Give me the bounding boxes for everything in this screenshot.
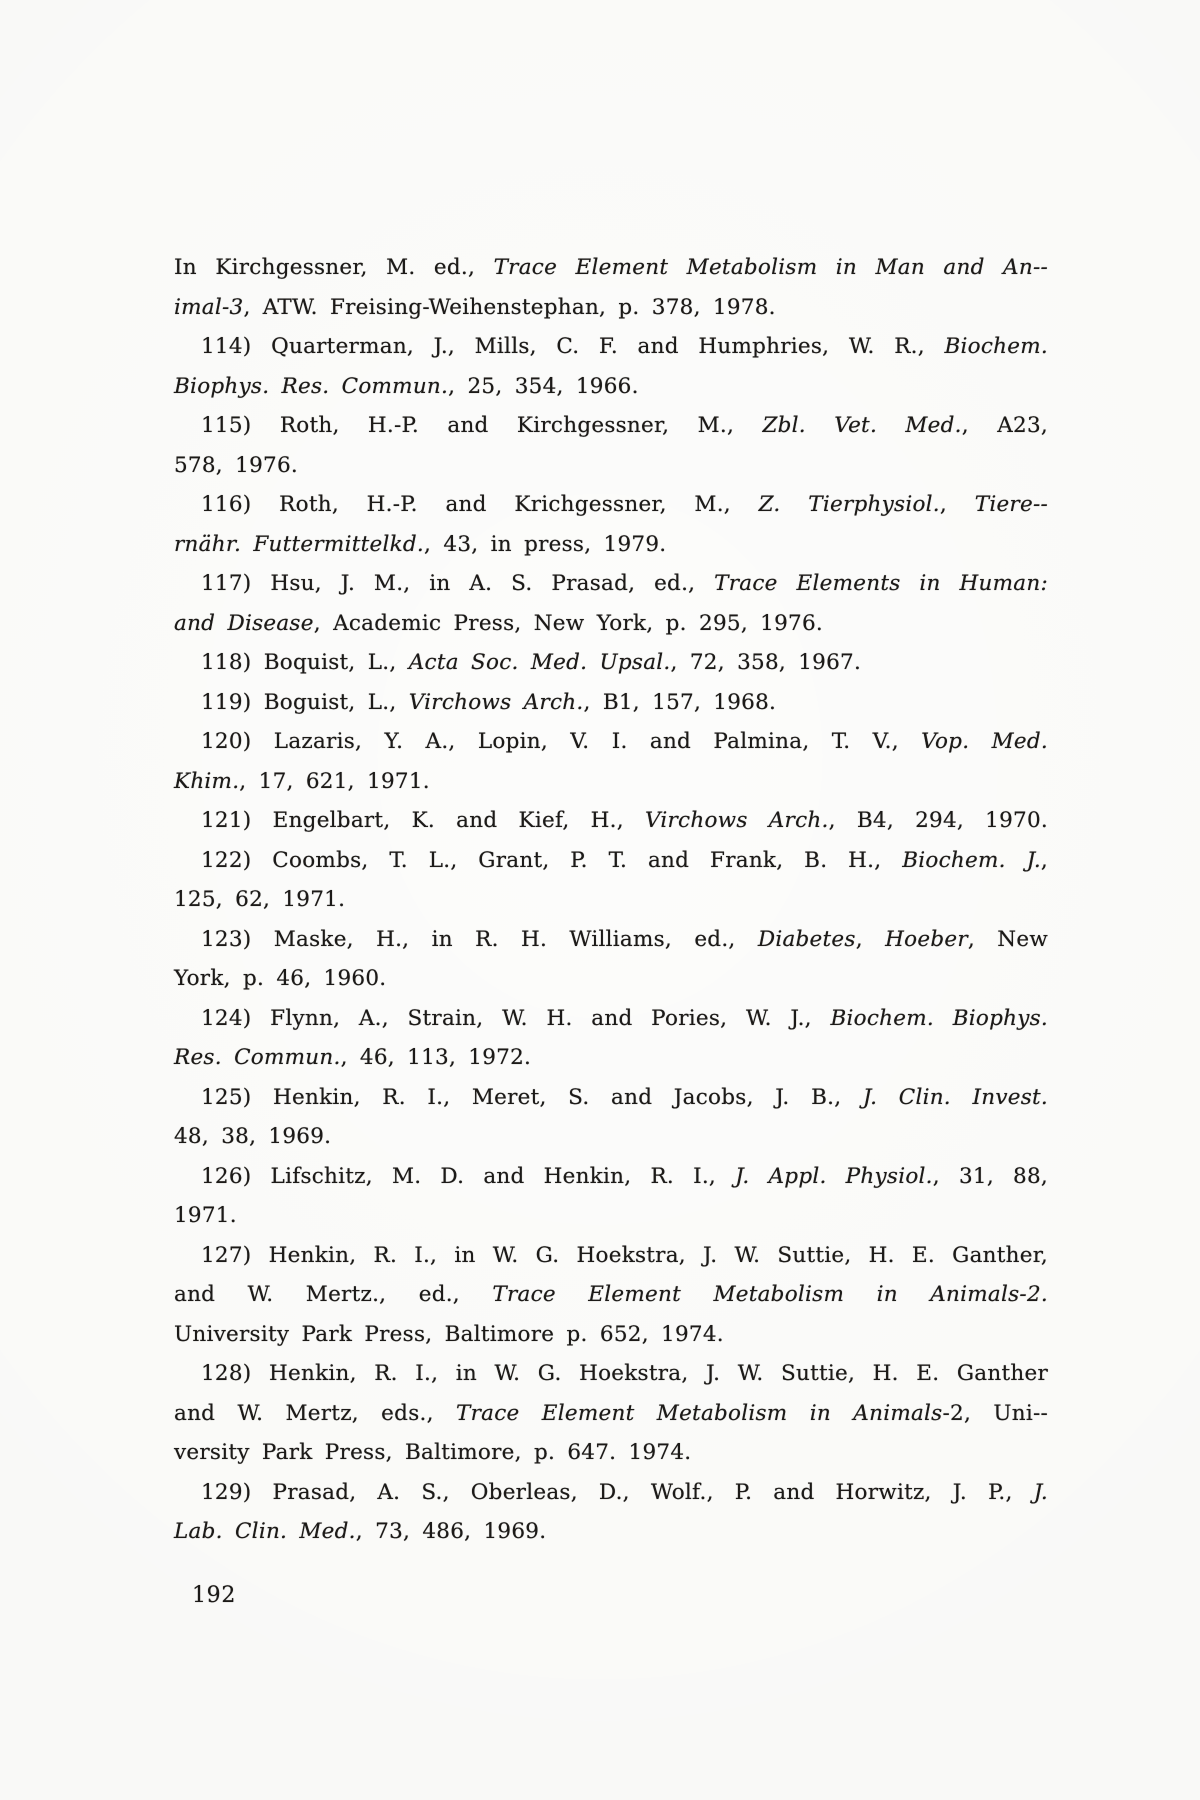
reference-text-segment: , New [967,926,1048,952]
reference-text-segment: and W. Mertz, eds., [174,1400,456,1426]
reference-line [174,959,1048,999]
reference-line [174,1117,1048,1157]
reference-text-segment: , Academic Press, New York, p. 295, 1976. [313,610,824,636]
reference-text-segment: 48, 38, 1969. [174,1124,332,1149]
reference-text-segment: , 25, 354, 1966. [448,373,639,399]
reference-title-segment: Acta Soc. Med. Upsal. [408,650,671,675]
reference-text-segment: 124) Flynn, A., Strain, W. H. and Pories, W. J., [201,1005,831,1031]
reference-text-segment: 122) Coombs, T. L., Grant, P. T. and Frank, B. H., [201,847,903,873]
reference-text-segment: , 46, 113, 1972. [340,1045,532,1070]
reference-title-segment: Virchows Arch. [408,689,584,715]
reference-line [174,406,1048,446]
reference-line [174,1512,1048,1552]
reference-title-segment: Biochem. Biophys. [830,1005,1048,1031]
reference-line [174,1394,1048,1434]
reference-line [174,880,1048,920]
reference-line [174,248,1048,288]
reference-text-segment: , [1040,847,1049,873]
reference-title-segment: Biophys. Res. Commun. [174,373,449,399]
reference-text-segment: , ATW. Freising-Weihenstephan, p. 378, 1978. [243,294,776,320]
reference-title-segment: Biochem. [944,334,1048,359]
reference-text-segment: 114) Quarterman, J., Mills, C. F. and Humphries, W. R., [201,334,945,359]
reference-text-segment: 127) Henkin, R. I., in W. G. Hoekstra, J. W. Suttie, H. E. Ganther, [201,1242,1048,1268]
reference-text-segment: 1971. [174,1203,237,1228]
reference-line [174,801,1048,841]
reference-line [174,722,1048,762]
reference-text-segment: 121) Engelbart, K. and Kief, H., [201,808,645,833]
reference-text-segment: , [855,926,886,952]
reference-line [174,1038,1048,1078]
page-number: 192 [192,1583,236,1608]
reference-text-segment: 120) Lazaris, Y. A., Lopin, V. I. and Palmina, T. V., [201,729,922,754]
reference-title-segment: Lab. Clin. Med. [174,1519,356,1544]
reference-line [174,1473,1048,1513]
reference-text-segment: 119) Boguist, L., [201,689,409,715]
reference-line [174,1354,1048,1394]
reference-line [174,525,1048,565]
reference-text-segment: 125, 62, 1971. [174,887,346,912]
reference-line [174,1236,1048,1276]
reference-line [174,762,1048,802]
reference-text-segment: versity Park Press, Baltimore, p. 647. 1974. [174,1440,692,1465]
reference-text-segment: 125) Henkin, R. I., Meret, S. and Jacobs, J. B., [201,1084,863,1110]
reference-text-segment: 115) Roth, H.-P. and Kirchgessner, M., [201,413,763,438]
reference-title-segment: Trace Element Metabolism in Man and An-- [493,255,1048,280]
reference-line [174,683,1048,723]
reference-title-segment: Trace Element Metabolism in Animals [455,1400,943,1426]
reference-text-segment: , 17, 621, 1971. [239,768,430,794]
reference-title-segment: Vop. Med. [921,729,1048,754]
reference-title-segment: Res. Commun. [174,1045,341,1070]
reference-text-segment: In Kirchgessner, M. ed., [174,255,494,280]
reference-line [174,920,1048,960]
reference-line [174,327,1048,367]
reference-line [174,485,1048,525]
reference-text-segment: University Park Press, Baltimore p. 652, 1974. [174,1321,724,1347]
reference-line [174,604,1048,644]
reference-text-segment: , 31, 88, [932,1163,1048,1189]
reference-title-segment: and Disease [174,610,314,636]
reference-text-segment: , 72, 358, 1967. [670,650,862,675]
reference-line [174,1275,1048,1315]
reference-text-segment: -2, Uni-- [942,1400,1049,1426]
reference-title-segment: Biochem. J. [902,847,1041,873]
reference-text-segment: 117) Hsu, J. M., in A. S. Prasad, ed., [201,571,715,596]
reference-title-segment: rnähr. Futtermittelkd. [174,531,425,557]
reference-line [174,841,1048,881]
reference-title-segment: Diabetes [757,926,856,952]
reference-text-segment: , B4, 294, 1970. [828,808,1048,833]
reference-text-segment: 126) Lifschitz, M. D. and Henkin, R. I., [201,1163,736,1189]
reference-title-segment: J. Clin. Invest. [862,1084,1048,1110]
reference-text-segment: 116) Roth, H.-P. and Krichgessner, M., [201,492,759,517]
reference-title-segment: Zbl. Vet. Med. [762,413,962,438]
reference-text-segment: , B1, 157, 1968. [583,689,777,715]
reference-text-segment: , 73, 486, 1969. [355,1519,547,1544]
reference-text-segment: 129) Prasad, A. S., Oberleas, D., Wolf., P. and Horwitz, J. P., [201,1479,1034,1505]
reference-title-segment: Hoeber [885,926,968,952]
reference-title-segment: Tiere-- [974,492,1048,517]
reference-title-segment: Z. Tierphysiol. [758,492,940,517]
reference-line [174,1315,1048,1355]
reference-text-segment: 578, 1976. [174,452,298,478]
reference-text-segment: , 43, in press, 1979. [424,531,667,557]
reference-title-segment: imal-3 [174,294,244,320]
reference-line [174,367,1048,407]
reference-line [174,564,1048,604]
reference-text-segment: , A23, [961,413,1048,438]
reference-text-segment: 118) Boquist, L., [201,650,409,675]
reference-line [174,1433,1048,1473]
reference-line [174,1157,1048,1197]
reference-title-segment: Trace Elements in Human: [714,571,1048,596]
reference-title-segment: Trace Element Metabolism in Animals-2. [492,1282,1048,1307]
reference-text-segment: 123) Maske, H., in R. H. Williams, ed., [201,926,758,952]
reference-title-segment: Virchows Arch. [644,808,829,833]
reference-line [174,446,1048,486]
reference-title-segment: J. [1033,1479,1048,1505]
reference-title-segment: J. Appl. Physiol. [735,1163,933,1189]
reference-text-segment: and W. Mertz., ed., [174,1282,493,1307]
reference-text-segment: 128) Henkin, R. I., in W. G. Hoekstra, J. W. Suttie, H. E. Ganther [201,1361,1048,1386]
reference-line [174,1078,1048,1118]
reference-text-segment: York, p. 46, 1960. [174,966,387,991]
references-text-block [174,248,1048,1552]
reference-text-segment: , [939,492,975,517]
reference-line [174,1196,1048,1236]
reference-line [174,643,1048,683]
reference-line [174,288,1048,328]
reference-title-segment: Khim. [174,768,240,794]
reference-line [174,999,1048,1039]
